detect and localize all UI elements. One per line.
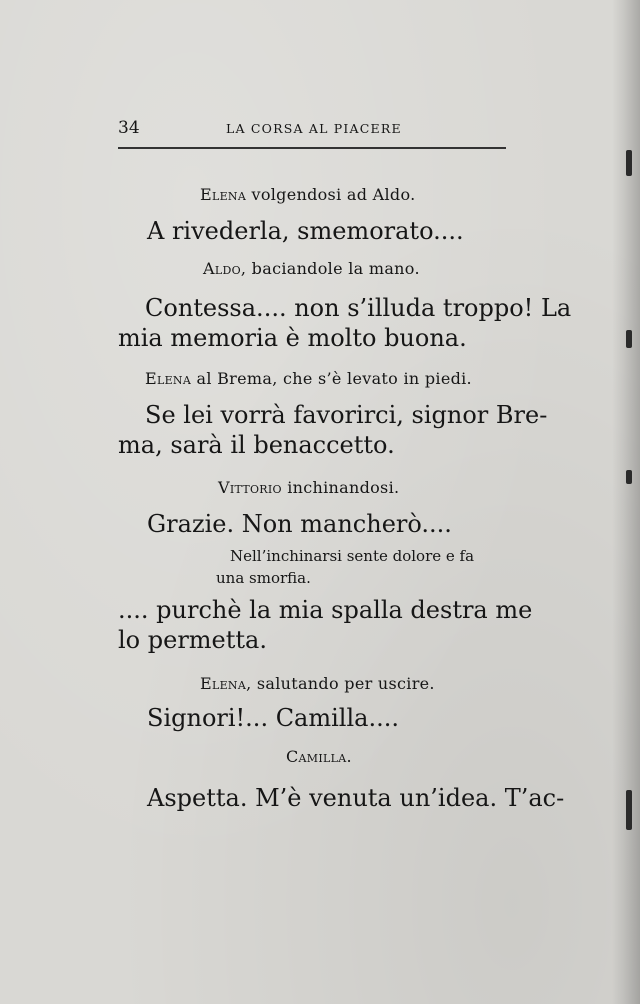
speaker-line	[286, 747, 352, 766]
speaker-direction: inchinandosi.	[281, 478, 400, 497]
speaker-name: Elena,	[200, 674, 252, 693]
speaker-name: Elena	[145, 369, 192, 388]
speaker-line	[218, 478, 399, 497]
header-rule	[118, 147, 506, 149]
edge-mark	[626, 330, 632, 348]
speaker-line	[203, 259, 420, 278]
dialogue-line: Se lei vorrà favorirci, signor Bre-	[145, 401, 548, 429]
dialogue	[147, 216, 464, 246]
page-number: 34	[118, 118, 140, 138]
dialogue	[147, 509, 452, 539]
dialogue-line: ma, sarà il benaccetto.	[118, 431, 395, 459]
speaker-line	[200, 674, 435, 693]
dialogue	[118, 595, 532, 655]
dialogue-line: Grazie. Non mancherò....	[147, 510, 452, 538]
speaker-direction: salutando per uscire.	[251, 674, 435, 693]
page-header	[118, 118, 510, 140]
speaker-name: Camilla.	[286, 747, 352, 766]
speaker-name: Vittorio	[218, 478, 282, 497]
dialogue-line: lo permetta.	[118, 626, 267, 654]
dialogue-line: mia memoria è molto buona.	[118, 324, 467, 352]
dialogue-line: Aspetta. M’è venuta un’idea. T’ac-	[147, 784, 565, 812]
dialogue	[147, 703, 399, 733]
speaker-direction: al Brema, che s’è levato in piedi.	[191, 369, 472, 388]
stage-line: una smorfia.	[216, 569, 311, 587]
speaker-name: Aldo,	[203, 259, 247, 278]
stage-line: Nell’inchinarsi sente dolore e fa	[230, 547, 475, 565]
dialogue	[147, 783, 564, 813]
speaker-direction: volgendosi ad Aldo.	[246, 185, 416, 204]
running-head: LA CORSA AL PIACERE	[226, 121, 402, 136]
dialogue	[118, 293, 571, 353]
dialogue-line: Signori!... Camilla....	[147, 704, 399, 732]
dialogue-line: .... purchè la mia spalla destra me	[118, 596, 533, 624]
speaker-direction: baciandole la mano.	[246, 259, 420, 278]
speaker-line	[145, 369, 472, 388]
dialogue	[118, 400, 547, 460]
edge-mark	[626, 790, 632, 830]
edge-mark	[626, 150, 632, 176]
dialogue-line: A rivederla, smemorato....	[147, 217, 464, 245]
speaker-name: Elena	[200, 185, 247, 204]
dialogue-line: Contessa.... non s’illuda troppo! La	[145, 294, 572, 322]
edge-mark	[626, 470, 632, 484]
speaker-line	[200, 185, 416, 204]
stage-direction	[216, 545, 474, 589]
